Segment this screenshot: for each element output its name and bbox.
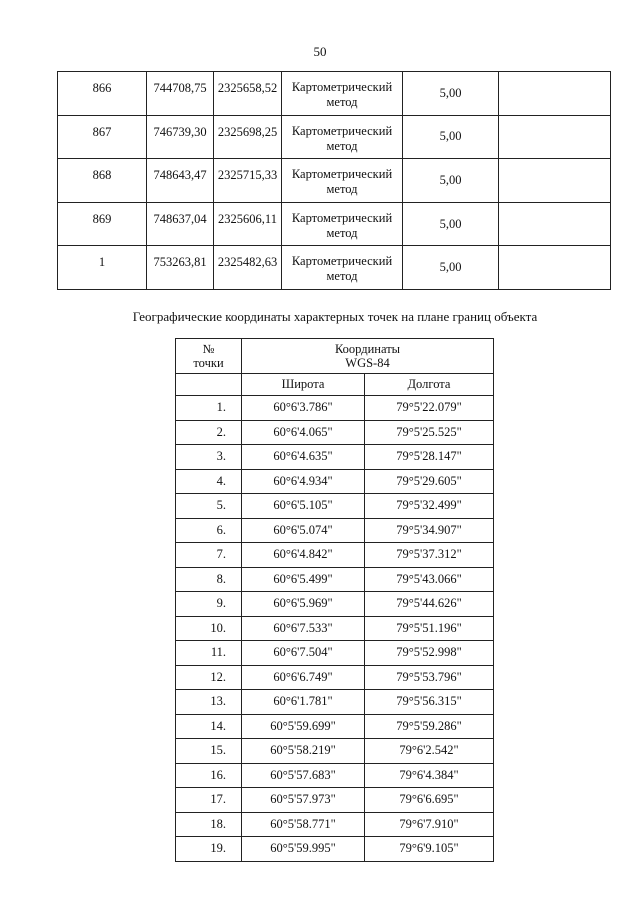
method-line1: Картометрический <box>291 123 393 138</box>
method-line1: Картометрический <box>291 210 393 225</box>
determination-method <box>282 159 403 203</box>
accuracy-value: 5,00 <box>403 159 499 203</box>
point-number: 6. <box>176 518 242 543</box>
point-number: 10. <box>176 616 242 641</box>
method-line1: Картометрический <box>291 254 393 269</box>
latitude-value: 60°6'5.105" <box>242 494 365 519</box>
point-number: 17. <box>176 788 242 813</box>
point-number: 3. <box>176 445 242 470</box>
coordinate-y: 2325606,11 <box>214 202 282 246</box>
table-row <box>176 665 494 690</box>
latitude-value: 60°5'57.683" <box>242 763 365 788</box>
longitude-value: 79°5'37.312" <box>365 543 494 568</box>
table-row <box>176 469 494 494</box>
table-row <box>176 445 494 470</box>
latitude-value: 60°6'5.074" <box>242 518 365 543</box>
determination-method <box>282 246 403 290</box>
point-number: 868 <box>58 159 147 203</box>
determination-method <box>282 72 403 116</box>
table-row <box>176 420 494 445</box>
table-row <box>58 159 611 203</box>
point-number: 9. <box>176 592 242 617</box>
point-number: 867 <box>58 115 147 159</box>
header-num-label-line2: точки <box>193 356 224 370</box>
latitude-value: 60°5'58.771" <box>242 812 365 837</box>
geo-coordinates-body <box>176 396 494 862</box>
longitude-value: 79°5'28.147" <box>365 445 494 470</box>
latitude-value: 60°6'3.786" <box>242 396 365 421</box>
point-number: 5. <box>176 494 242 519</box>
extra-cell <box>499 246 611 290</box>
latitude-value: 60°6'6.749" <box>242 665 365 690</box>
coordinate-x: 753263,81 <box>147 246 214 290</box>
table-row <box>176 543 494 568</box>
table-row <box>176 494 494 519</box>
coordinate-x: 748643,47 <box>147 159 214 203</box>
latitude-value: 60°6'5.969" <box>242 592 365 617</box>
latitude-value: 60°6'4.842" <box>242 543 365 568</box>
coordinate-y: 2325698,25 <box>214 115 282 159</box>
point-number: 11. <box>176 641 242 666</box>
method-line1: Картометрический <box>291 167 393 182</box>
table-row <box>176 812 494 837</box>
point-number: 13. <box>176 690 242 715</box>
boundary-points-table <box>57 71 611 290</box>
header-coords-line1: Координаты <box>334 342 401 356</box>
table-row <box>176 641 494 666</box>
table-row <box>176 518 494 543</box>
point-number: 866 <box>58 72 147 116</box>
method-line2: метод <box>326 225 358 240</box>
latitude-value: 60°5'57.973" <box>242 788 365 813</box>
method-line2: метод <box>326 269 358 284</box>
method-line2: метод <box>326 182 358 197</box>
accuracy-value: 5,00 <box>403 72 499 116</box>
longitude-value: 79°5'56.315" <box>365 690 494 715</box>
longitude-value: 79°6'6.695" <box>365 788 494 813</box>
longitude-value: 79°5'29.605" <box>365 469 494 494</box>
latitude-value: 60°6'4.065" <box>242 420 365 445</box>
extra-cell <box>499 72 611 116</box>
point-number: 19. <box>176 837 242 862</box>
latitude-value: 60°5'59.699" <box>242 714 365 739</box>
longitude-value: 79°6'4.384" <box>365 763 494 788</box>
latitude-value: 60°6'4.635" <box>242 445 365 470</box>
header-num-label-line1: № <box>202 342 215 356</box>
longitude-value: 79°5'34.907" <box>365 518 494 543</box>
longitude-value: 79°5'25.525" <box>365 420 494 445</box>
table-row <box>176 837 494 862</box>
longitude-value: 79°5'52.998" <box>365 641 494 666</box>
longitude-value: 79°5'44.626" <box>365 592 494 617</box>
header-coordinates <box>242 339 494 374</box>
header-longitude: Долгота <box>365 374 494 396</box>
extra-cell <box>499 202 611 246</box>
method-line1: Картометрический <box>291 80 393 94</box>
point-number: 4. <box>176 469 242 494</box>
table-row <box>58 72 611 116</box>
page-number: 50 <box>313 44 327 59</box>
table-row <box>176 763 494 788</box>
table-row <box>58 246 611 290</box>
accuracy-value: 5,00 <box>403 115 499 159</box>
latitude-value: 60°5'59.995" <box>242 837 365 862</box>
geo-coordinates-table <box>175 338 494 862</box>
longitude-value: 79°6'7.910" <box>365 812 494 837</box>
latitude-value: 60°5'58.219" <box>242 739 365 764</box>
longitude-value: 79°6'9.105" <box>365 837 494 862</box>
longitude-value: 79°6'2.542" <box>365 739 494 764</box>
longitude-value: 79°5'51.196" <box>365 616 494 641</box>
accuracy-value: 5,00 <box>403 246 499 290</box>
header-coords-line2: WGS-84 <box>345 356 390 370</box>
coordinate-y: 2325482,63 <box>214 246 282 290</box>
point-number: 1 <box>58 246 147 290</box>
header-point-number <box>176 339 242 374</box>
table-row <box>176 714 494 739</box>
coordinate-y: 2325658,52 <box>214 72 282 116</box>
longitude-value: 79°5'32.499" <box>365 494 494 519</box>
boundary-points-body <box>58 72 611 290</box>
section-title: Географические координаты характерных точек на плане границ объекта <box>132 309 538 324</box>
extra-cell <box>499 115 611 159</box>
point-number: 14. <box>176 714 242 739</box>
point-number: 15. <box>176 739 242 764</box>
longitude-value: 79°5'59.286" <box>365 714 494 739</box>
table-row <box>176 690 494 715</box>
point-number: 1. <box>176 396 242 421</box>
latitude-value: 60°6'5.499" <box>242 567 365 592</box>
method-line2: метод <box>326 95 358 109</box>
point-number: 8. <box>176 567 242 592</box>
header-empty-cell <box>176 374 242 396</box>
method-line2: метод <box>326 138 358 153</box>
determination-method <box>282 115 403 159</box>
header-latitude: Широта <box>242 374 365 396</box>
table-row <box>176 616 494 641</box>
point-number: 7. <box>176 543 242 568</box>
latitude-value: 60°6'1.781" <box>242 690 365 715</box>
point-number: 16. <box>176 763 242 788</box>
coordinate-x: 744708,75 <box>147 72 214 116</box>
accuracy-value: 5,00 <box>403 202 499 246</box>
latitude-value: 60°6'7.533" <box>242 616 365 641</box>
table-row <box>176 567 494 592</box>
point-number: 2. <box>176 420 242 445</box>
point-number: 12. <box>176 665 242 690</box>
table-row <box>58 115 611 159</box>
latitude-value: 60°6'4.934" <box>242 469 365 494</box>
longitude-value: 79°5'43.066" <box>365 567 494 592</box>
coordinate-x: 748637,04 <box>147 202 214 246</box>
table-row <box>176 739 494 764</box>
determination-method <box>282 202 403 246</box>
table-row <box>176 396 494 421</box>
table-row <box>176 788 494 813</box>
extra-cell <box>499 159 611 203</box>
longitude-value: 79°5'53.796" <box>365 665 494 690</box>
table-row <box>176 592 494 617</box>
table-row <box>58 202 611 246</box>
point-number: 18. <box>176 812 242 837</box>
longitude-value: 79°5'22.079" <box>365 396 494 421</box>
coordinate-y: 2325715,33 <box>214 159 282 203</box>
latitude-value: 60°6'7.504" <box>242 641 365 666</box>
point-number: 869 <box>58 202 147 246</box>
coordinate-x: 746739,30 <box>147 115 214 159</box>
